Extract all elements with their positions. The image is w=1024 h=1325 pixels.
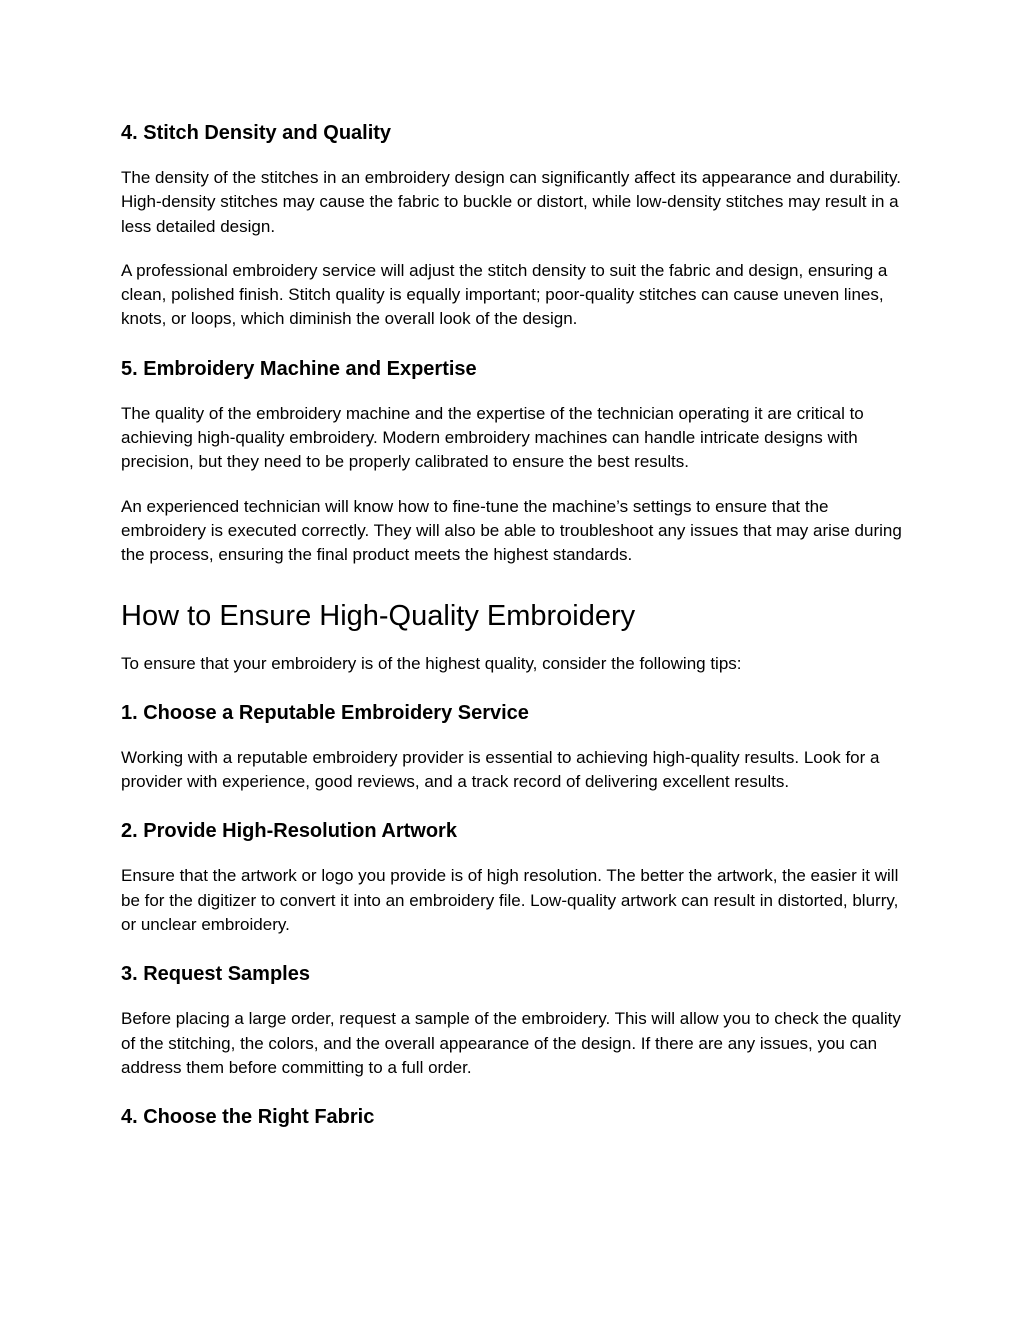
paragraph-stitch-density-2: A professional embroidery service will adjust the stitch density to suit the fabric and design, ensuring a clean, polished finish. Stitch quality is equally important; poor-quality stitches can cause uneven lines, knots, or loops, which diminish the overall look of the design.: [121, 260, 888, 329]
heading-stitch-density: 4. Stitch Density and Quality: [121, 122, 392, 144]
paragraph-embroidery-machine-1: The quality of the embroidery machine and the expertise of the technician operating it are critical to achieving high-quality embroidery. Modern embroidery machines can handle intricate designs with precision, but they need to be properly calibrated to ensure the best results.: [121, 403, 864, 472]
paragraph-tip-reputable-service: Working with a reputable embroidery provider is essential to achieving high-quality results. Look for a provider with experience, good reviews, and a track record of delivering excellent results.: [121, 747, 880, 792]
paragraph-tip-samples: Before placing a large order, request a sample of the embroidery. This will allow you to check the quality of the stitching, the colors, and the overall appearance of the design. If there are any issues, you can address them before committing to a full order.: [121, 1009, 901, 1077]
heading-how-to-ensure: How to Ensure High-Quality Embroidery: [121, 599, 636, 632]
heading-embroidery-machine: 5. Embroidery Machine and Expertise: [121, 357, 477, 380]
paragraph-embroidery-machine-2: An experienced technician will know how to fine-tune the machine’s settings to ensure that the embroidery is executed correctly. They will also be able to troubleshoot any issues that may arise during the process, ensuring the final product meets the highest standards.: [121, 496, 902, 565]
paragraph-tip-artwork: Ensure that the artwork or logo you provide is of high resolution. The better the artwork, the easier it will be for the digitizer to convert it into an embroidery file. Low-quality artwork can result in distorted, blurry, or unclear embroidery.: [121, 866, 899, 935]
heading-tip-artwork: 2. Provide High-Resolution Artwork: [121, 820, 457, 843]
document-content: [121, 120, 911, 1130]
paragraph-ensure-intro: To ensure that your embroidery is of the highest quality, consider the following tips:: [121, 653, 742, 673]
heading-tip-samples: 3. Request Samples: [121, 963, 310, 986]
heading-tip-fabric: 4. Choose the Right Fabric: [121, 1106, 375, 1129]
paragraph-stitch-density-1: The density of the stitches in an embroidery design can significantly affect its appearance and durability. High-density stitches may cause the fabric to buckle or distort, while low-density stitches may result in a less detailed design.: [121, 168, 901, 236]
heading-tip-reputable-service: 1. Choose a Reputable Embroidery Service: [121, 701, 529, 724]
